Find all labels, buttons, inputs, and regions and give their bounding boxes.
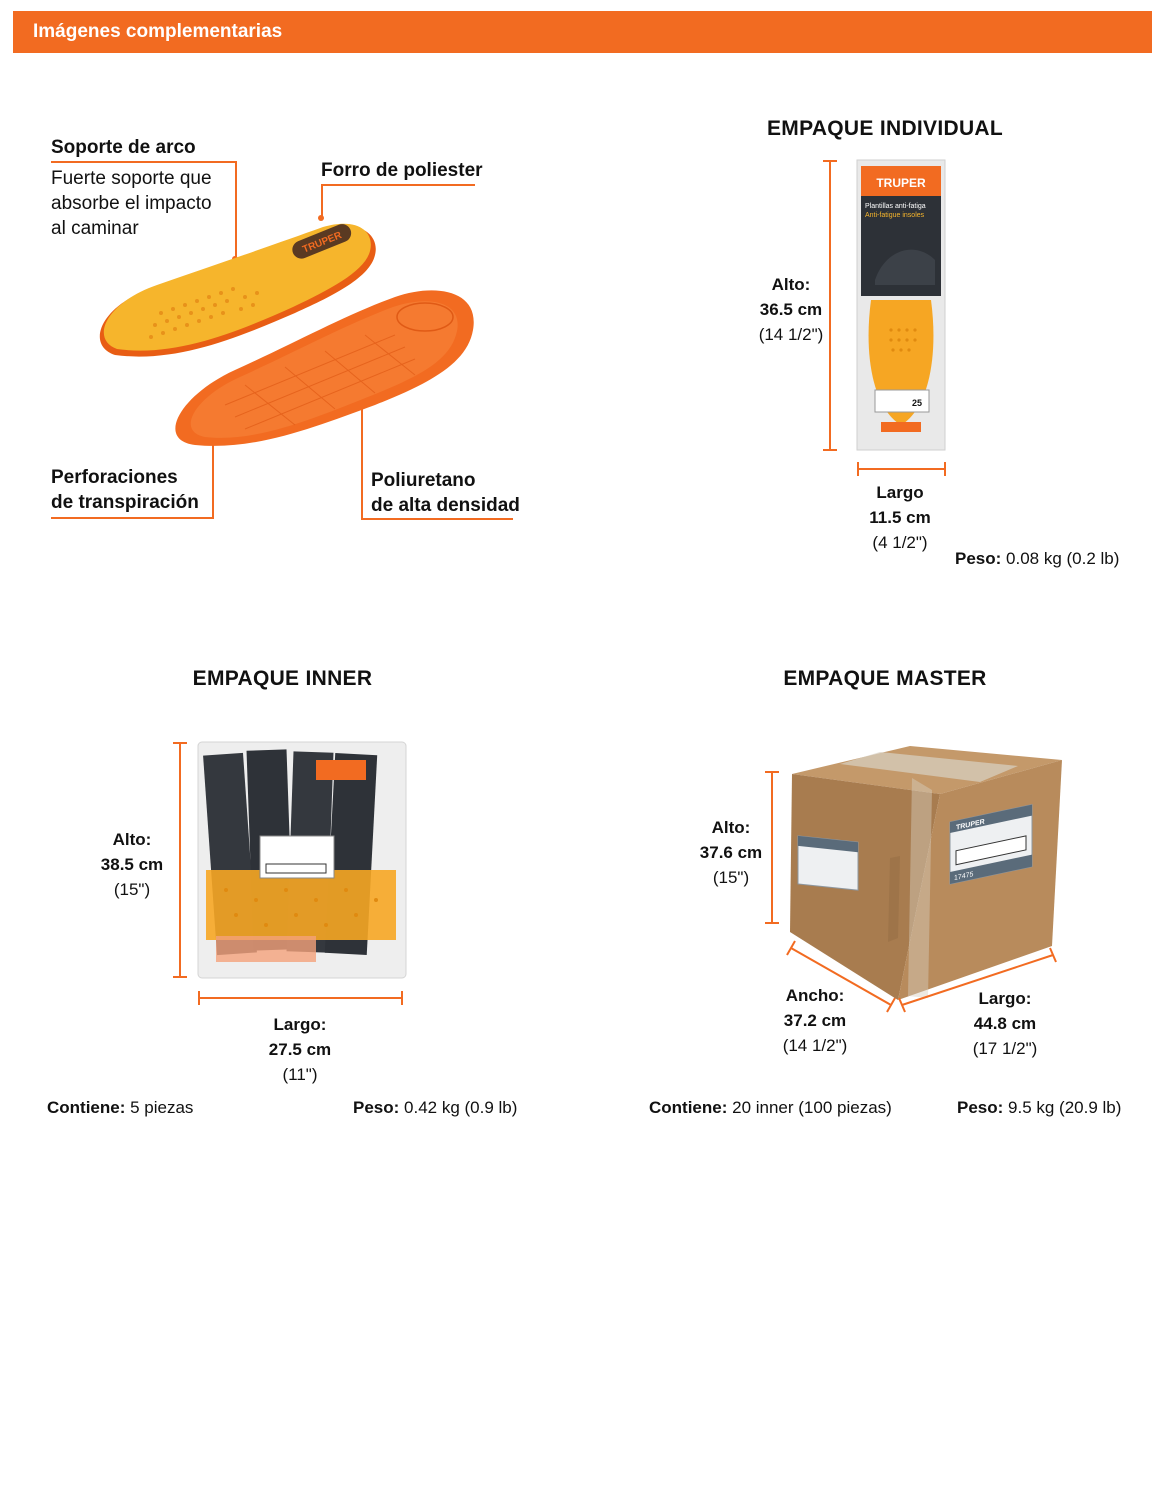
length-label: Largo:	[978, 989, 1032, 1008]
weight-value: 0.42 kg (0.9 lb)	[399, 1098, 518, 1117]
weight-label: Peso:	[957, 1098, 1004, 1117]
individual-weight	[955, 549, 1119, 569]
height-label: Alto:	[771, 275, 811, 294]
master-weight	[957, 1098, 1121, 1118]
leader-line	[321, 184, 475, 186]
inner-length	[250, 1012, 350, 1087]
arch-desc-line: absorbe el impacto	[51, 193, 212, 214]
height-imperial: (15")	[712, 868, 750, 887]
contains-label: Contiene:	[47, 1098, 126, 1117]
perforations-line: Perforaciones	[51, 467, 178, 488]
dimension-cap	[823, 449, 837, 451]
pack-brand-text: TRUPER	[876, 176, 926, 190]
width-value: 37.2 cm	[783, 1011, 847, 1030]
master-length	[957, 986, 1053, 1061]
inner-title: EMPAQUE INNER	[192, 667, 373, 690]
individual-title: EMPAQUE INDIVIDUAL	[766, 117, 1004, 140]
perforations-label	[51, 465, 199, 515]
leader-line	[51, 517, 214, 519]
dimension-cap	[765, 771, 779, 773]
arch-desc-line: al caminar	[51, 218, 139, 239]
box-brand-text: TRUPER	[956, 818, 985, 832]
inner-height	[96, 827, 168, 902]
length-value: 27.5 cm	[268, 1040, 332, 1059]
lining-label: Forro de poliester	[321, 160, 483, 181]
master-title: EMPAQUE MASTER	[783, 667, 987, 690]
dimension-cap	[173, 742, 187, 744]
master-width	[770, 983, 860, 1058]
height-imperial: (14 1/2")	[758, 325, 824, 344]
polyurethane-label	[371, 468, 520, 518]
height-label: Alto:	[112, 830, 152, 849]
height-value: 38.5 cm	[100, 855, 164, 874]
master-contains	[649, 1098, 892, 1118]
arch-support-title: Soporte de arco	[51, 137, 196, 158]
dimension-cap	[198, 991, 200, 1005]
dimension-cap	[401, 991, 403, 1005]
dimension-cap	[857, 462, 859, 476]
length-label: Largo:	[273, 1015, 327, 1034]
insoles-image	[95, 205, 485, 465]
pack-size-text: 25	[911, 398, 923, 408]
box-code-text: 17475	[954, 871, 974, 883]
height-value: 37.6 cm	[699, 843, 763, 862]
length-label: Largo	[876, 483, 924, 502]
individual-height	[748, 272, 834, 347]
width-imperial: (14 1/2")	[782, 1036, 848, 1055]
weight-value: 0.08 kg (0.2 lb)	[1001, 549, 1120, 568]
width-label: Ancho:	[785, 986, 845, 1005]
individual-length	[855, 480, 945, 555]
length-dimension-line	[857, 468, 946, 470]
polyurethane-line: Poliuretano	[371, 470, 476, 491]
section-header-title: Imágenes complementarias	[33, 21, 283, 42]
inner-contains	[47, 1098, 193, 1118]
leader-line	[361, 518, 513, 520]
polyurethane-line: de alta densidad	[371, 495, 520, 516]
contains-value: 5 piezas	[125, 1098, 194, 1117]
length-value: 11.5 cm	[869, 508, 931, 527]
pack-line2: Anti-fatigue insoles	[865, 212, 925, 219]
dimension-cap	[173, 976, 187, 978]
contains-value: 20 inner (100 piezas)	[727, 1098, 892, 1117]
dimension-cap	[823, 160, 837, 162]
dimension-cap	[765, 922, 779, 924]
length-imperial: (11")	[282, 1065, 318, 1084]
height-label: Alto:	[711, 818, 751, 837]
length-dimension-line	[198, 997, 403, 999]
height-dimension-line	[771, 771, 773, 924]
leader-line	[51, 161, 237, 163]
length-imperial: (4 1/2")	[872, 533, 928, 552]
insole-brand-text: TRUPER	[301, 229, 344, 256]
length-value: 44.8 cm	[973, 1014, 1037, 1033]
pack-line1: Plantillas anti-fatiga	[865, 203, 926, 210]
perforations-line: de transpiración	[51, 492, 199, 513]
height-value: 36.5 cm	[759, 300, 823, 319]
individual-package-image	[855, 160, 947, 450]
weight-label: Peso:	[955, 549, 1002, 568]
inner-package-image	[196, 740, 408, 980]
master-height	[693, 815, 769, 890]
arch-desc-line: Fuerte soporte que	[51, 168, 212, 189]
contains-label: Contiene:	[649, 1098, 728, 1117]
height-imperial: (15")	[113, 880, 151, 899]
dimension-cap	[944, 462, 946, 476]
weight-value: 9.5 kg (20.9 lb)	[1003, 1098, 1122, 1117]
section-header	[13, 11, 1152, 53]
height-dimension-line	[179, 742, 181, 978]
length-imperial: (17 1/2")	[972, 1039, 1038, 1058]
inner-weight	[353, 1098, 517, 1118]
weight-label: Peso:	[353, 1098, 400, 1117]
